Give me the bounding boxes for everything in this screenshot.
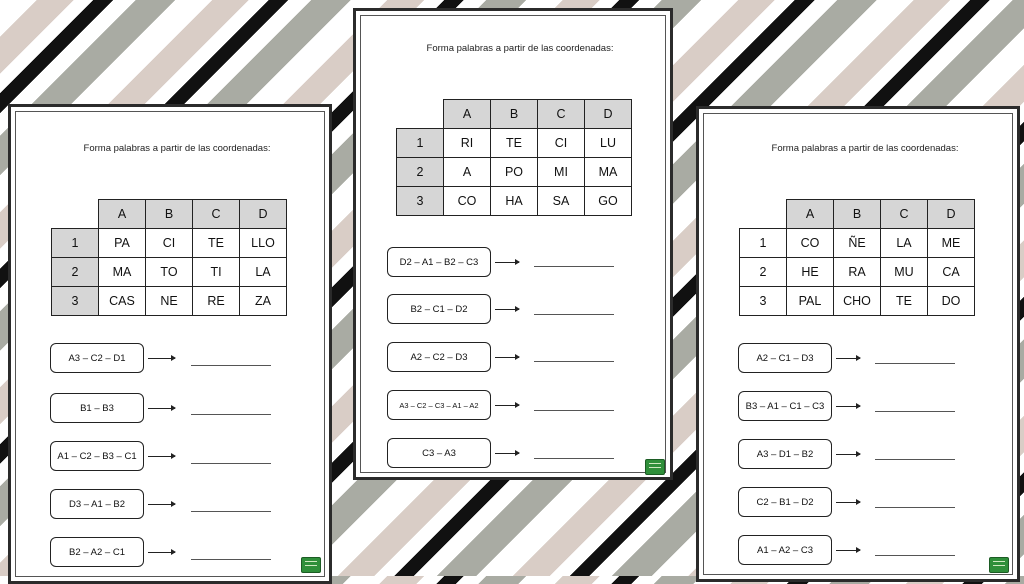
- col-header: C: [881, 200, 928, 229]
- coordinate-prompt: A3 – D1 – B2: [738, 439, 832, 469]
- grid-cell: CI: [538, 129, 585, 158]
- row-header: 1: [397, 129, 444, 158]
- col-header: A: [444, 100, 491, 129]
- sheet-title: Forma palabras a partir de las coordenadas:: [426, 43, 614, 54]
- row-header: 3: [740, 287, 787, 316]
- arrow-icon: [148, 504, 175, 505]
- sheet-title: Forma palabras a partir de las coordenadas:: [83, 143, 271, 154]
- row-header: 2: [740, 258, 787, 287]
- row-header: 3: [52, 287, 99, 316]
- coordinate-prompt: C2 – B1 – D2: [738, 487, 832, 517]
- answer-line[interactable]: [191, 365, 271, 366]
- grid-cell: HA: [491, 187, 538, 216]
- row-header: 2: [397, 158, 444, 187]
- answer-line[interactable]: [534, 314, 614, 315]
- grid-cell: NE: [146, 287, 193, 316]
- arrow-icon: [836, 550, 860, 551]
- brand-logo-icon: [989, 557, 1009, 573]
- arrow-icon: [836, 406, 860, 407]
- worksheet-center: [353, 8, 673, 480]
- grid-cell: LLO: [240, 229, 287, 258]
- grid-cell: RA: [834, 258, 881, 287]
- answer-line[interactable]: [875, 555, 955, 556]
- answer-line[interactable]: [534, 361, 614, 362]
- grid-cell: CA: [928, 258, 975, 287]
- arrow-icon: [495, 357, 519, 358]
- grid-cell: GO: [585, 187, 632, 216]
- coordinate-prompt: A1 – C2 – B3 – C1: [50, 441, 144, 471]
- arrow-icon: [495, 262, 519, 263]
- grid-cell: TE: [491, 129, 538, 158]
- arrow-icon: [148, 456, 175, 457]
- arrow-icon: [836, 502, 860, 503]
- arrow-icon: [495, 405, 519, 406]
- coordinate-grid: [739, 199, 975, 316]
- coordinate-prompt: A3 – C2 – C3 – A1 – A2: [387, 390, 491, 420]
- grid-cell: ÑE: [834, 229, 881, 258]
- arrow-icon: [836, 454, 860, 455]
- coordinate-prompt: B2 – A2 – C1: [50, 537, 144, 567]
- grid-cell: TI: [193, 258, 240, 287]
- answer-line[interactable]: [191, 559, 271, 560]
- col-header: D: [240, 200, 287, 229]
- grid-cell: MA: [585, 158, 632, 187]
- grid-cell: ZA: [240, 287, 287, 316]
- col-header: B: [491, 100, 538, 129]
- arrow-icon: [148, 408, 175, 409]
- col-header: B: [146, 200, 193, 229]
- grid-cell: A: [444, 158, 491, 187]
- answer-line[interactable]: [191, 511, 271, 512]
- grid-cell: PA: [99, 229, 146, 258]
- answer-line[interactable]: [875, 363, 955, 364]
- answer-line[interactable]: [191, 463, 271, 464]
- grid-cell: TO: [146, 258, 193, 287]
- coordinate-prompt: D2 – A1 – B2 – C3: [387, 247, 491, 277]
- grid-cell: CI: [146, 229, 193, 258]
- grid-cell: PO: [491, 158, 538, 187]
- answer-line[interactable]: [191, 414, 271, 415]
- coordinate-grid: [396, 99, 632, 216]
- grid-cell: CAS: [99, 287, 146, 316]
- worksheet-right: [696, 106, 1020, 582]
- arrow-icon: [148, 358, 175, 359]
- grid-corner: [397, 100, 444, 129]
- grid-cell: RI: [444, 129, 491, 158]
- col-header: C: [193, 200, 240, 229]
- coordinate-grid: [51, 199, 287, 316]
- sheet-title: Forma palabras a partir de las coordenadas:: [771, 143, 959, 154]
- grid-cell: CHO: [834, 287, 881, 316]
- grid-cell: TE: [881, 287, 928, 316]
- grid-cell: MA: [99, 258, 146, 287]
- answer-line[interactable]: [875, 459, 955, 460]
- answer-line[interactable]: [534, 458, 614, 459]
- grid-cell: MI: [538, 158, 585, 187]
- grid-cell: LA: [240, 258, 287, 287]
- col-header: A: [99, 200, 146, 229]
- answer-line[interactable]: [875, 411, 955, 412]
- arrow-icon: [495, 453, 519, 454]
- coordinate-prompt: C3 – A3: [387, 438, 491, 468]
- grid-cell: MU: [881, 258, 928, 287]
- grid-cell: DO: [928, 287, 975, 316]
- col-header: D: [928, 200, 975, 229]
- arrow-icon: [495, 309, 519, 310]
- brand-logo-icon: [301, 557, 321, 573]
- coordinate-prompt: B3 – A1 – C1 – C3: [738, 391, 832, 421]
- coordinate-prompt: A3 – C2 – D1: [50, 343, 144, 373]
- col-header: D: [585, 100, 632, 129]
- grid-cell: RE: [193, 287, 240, 316]
- coordinate-prompt: B1 – B3: [50, 393, 144, 423]
- grid-cell: TE: [193, 229, 240, 258]
- brand-logo-icon: [645, 459, 665, 475]
- grid-cell: SA: [538, 187, 585, 216]
- grid-cell: CO: [787, 229, 834, 258]
- grid-corner: [52, 200, 99, 229]
- coordinate-prompt: D3 – A1 – B2: [50, 489, 144, 519]
- grid-corner: [740, 200, 787, 229]
- col-header: C: [538, 100, 585, 129]
- grid-cell: HE: [787, 258, 834, 287]
- coordinate-prompt: A2 – C1 – D3: [738, 343, 832, 373]
- arrow-icon: [148, 552, 175, 553]
- coordinate-prompt: B2 – C1 – D2: [387, 294, 491, 324]
- answer-line[interactable]: [534, 266, 614, 267]
- col-header: A: [787, 200, 834, 229]
- arrow-icon: [836, 358, 860, 359]
- worksheet-left: [8, 104, 332, 584]
- col-header: B: [834, 200, 881, 229]
- row-header: 1: [52, 229, 99, 258]
- coordinate-prompt: A1 – A2 – C3: [738, 535, 832, 565]
- answer-line[interactable]: [875, 507, 955, 508]
- grid-cell: LU: [585, 129, 632, 158]
- row-header: 1: [740, 229, 787, 258]
- answer-line[interactable]: [534, 410, 614, 411]
- row-header: 3: [397, 187, 444, 216]
- grid-cell: PAL: [787, 287, 834, 316]
- coordinate-prompt: A2 – C2 – D3: [387, 342, 491, 372]
- grid-cell: CO: [444, 187, 491, 216]
- row-header: 2: [52, 258, 99, 287]
- grid-cell: ME: [928, 229, 975, 258]
- grid-cell: LA: [881, 229, 928, 258]
